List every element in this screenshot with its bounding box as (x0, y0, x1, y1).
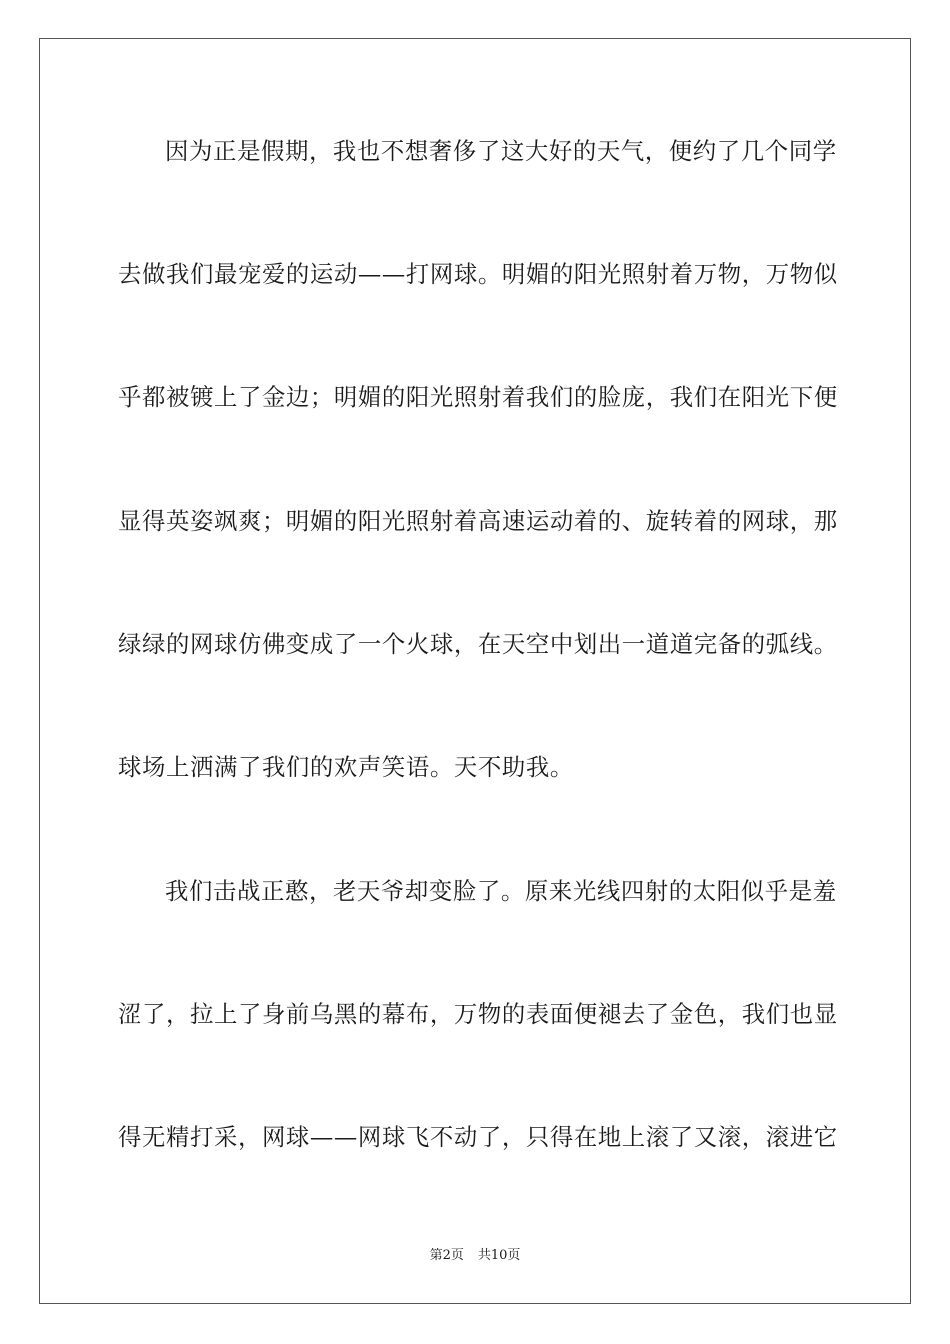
paragraph-1-line-5: 绿绿的网球仿佛变成了一个火球，在天空中划出一道道完备的弧线。 (118, 630, 838, 658)
page-border (39, 38, 911, 1304)
paragraph-2-line-1: 我们击战正憨，老天爷却变脸了。原来光线四射的太阳似乎是羞 (165, 877, 837, 905)
paragraph-1-line-6: 球场上洒满了我们的欢声笑语。天不助我。 (118, 753, 574, 781)
page-footer (0, 1246, 950, 1266)
paragraph-1-line-1: 因为正是假期，我也不想奢侈了这大好的天气，便约了几个同学 (165, 137, 837, 165)
paragraph-1-line-4: 显得英姿飒爽；明媚的阳光照射着高速运动着的、旋转着的网球，那 (118, 507, 838, 535)
paragraph-2-line-3: 得无精打采，网球——网球飞不动了，只得在地上滚了又滚，滚进它 (118, 1123, 838, 1151)
paragraph-2-line-2: 涩了，拉上了身前乌黑的幕布，万物的表面便褪去了金色，我们也显 (118, 1000, 838, 1028)
paragraph-1-line-3: 乎都被镀上了金边；明媚的阳光照射着我们的脸庞，我们在阳光下便 (118, 383, 838, 411)
page-number: 第2页 (429, 1248, 464, 1263)
page-total: 共10页 (477, 1248, 521, 1263)
paragraph-1-line-2: 去做我们最宠爱的运动——打网球。明媚的阳光照射着万物，万物似 (118, 260, 838, 288)
